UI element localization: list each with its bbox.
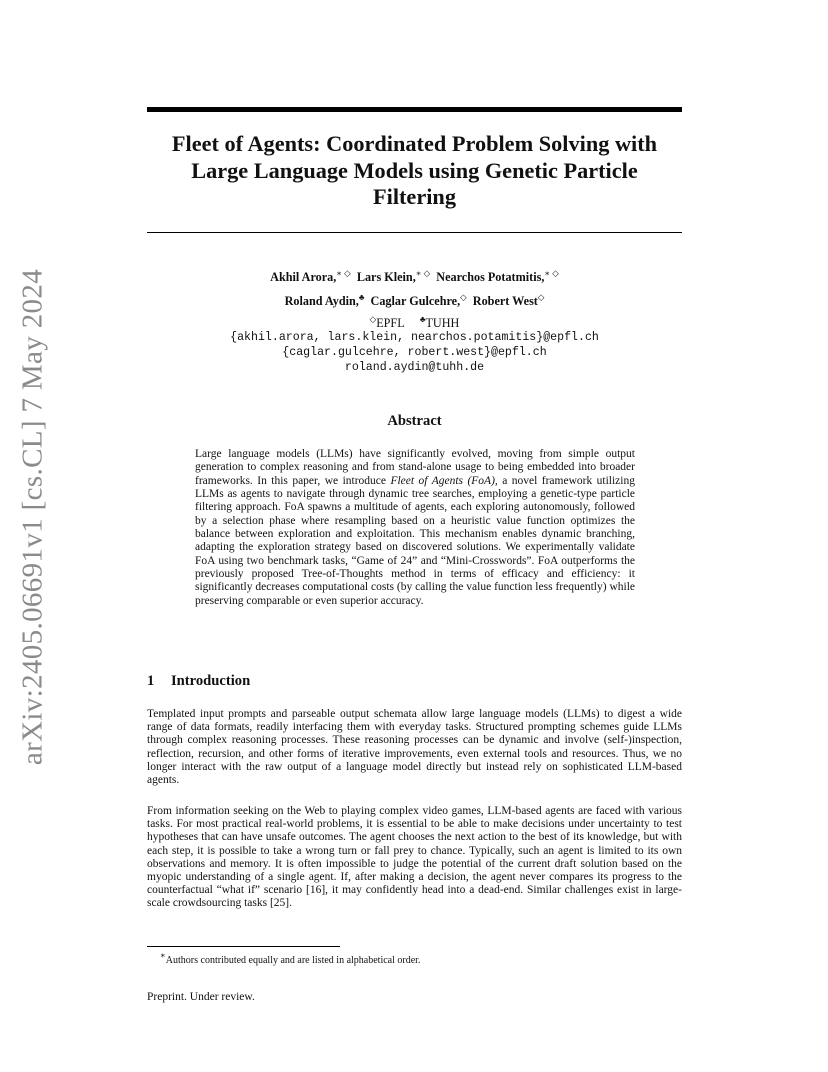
- abstract-heading: Abstract: [387, 413, 442, 429]
- author-marks: ∗ ◇: [415, 268, 431, 278]
- author-line-2: [147, 292, 682, 309]
- body-paragraph: Templated input prompts and parseable output schemata allow large language models (LLMs) to digest a wide range of data formats, readily interfacing them with everyday tasks. Structured prompting schemes guide LLMs through complex reasoning processes. These reasoning processes can be dynamic and involve (self-)inspection, reflection, recursion, and other forms of iterative improvements, even external tools and resources. Thus, we no longer interact with the raw output of a language model directly but instead rely on sophisticated LLM-based agents.: [147, 708, 682, 787]
- section-heading: [147, 673, 250, 690]
- abstract-text: Large language models (LLMs) have significantly evolved, moving from simple output generation to complex reasoning and from stand-alone usage to being embedded into broader frameworks. In this paper, we introduce: [195, 448, 635, 487]
- email-line: {caglar.gulcehre, robert.west}@epfl.ch: [282, 346, 547, 359]
- title-top-rule: [147, 107, 682, 112]
- footnote-rule: [147, 946, 340, 947]
- abstract-text: , a novel framework utilizing LLMs as agents to navigate through dynamic tree searches, employing a genetic-type particle filtering approach. FoA spawns a multitude of agents, each exploring autonomously, followed by a selection phase where resampling based on a heuristic value function optimizes the balance between exploration and exploitation. This mechanism enables dynamic branching, adapting the exploration strategy based on discovered solutions. We experimentally validate FoA using two benchmark tasks, “Game of 24” and “Mini-Crosswords”. FoA outperforms the previously proposed Tree-of-Thoughts method in terms of efficacy and efficiency: it significantly decreases computational costs (by calling the value function less frequently) while preserving comparable or even superior accuracy.: [195, 474, 635, 607]
- affiliation-epfl: EPFL: [376, 316, 405, 330]
- title-line: Fleet of Agents: Coordinated Problem Solving with: [171, 131, 658, 156]
- arxiv-identifier: arXiv:2405.06691v1 [cs.CL] 7 May 2024: [16, 268, 49, 766]
- author-marks: ◇: [537, 292, 545, 302]
- author-marks: ∗ ◇: [544, 268, 559, 278]
- paper-title: [147, 131, 682, 211]
- author-name: Caglar Gulcehre,: [370, 294, 461, 308]
- footnote-text: Authors contributed equally and are listed in alphabetical order.: [165, 955, 421, 966]
- body-paragraph: From information seeking on the Web to playing complex video games, LLM-based agents are faced with various tasks. For most practical real-world problems, it is essential to be able to make decisions under uncertainty to test hypotheses that can have unsafe outcomes. The agent chooses the next action to the best of its knowledge, but with each step, it is possible to take a wrong turn or fall prey to chance. Typically, such an agent is limited to its own observations and memory. It is often impossible to judge the potential of the current draft solution based on the myopic understanding of a single agent. If, after making a decision, the agent never compares its progress to the counterfactual “what if” scenario [16], it may confidently head into a dead-end. Similar challenges exist in large-scale crowdsourcing tasks [25].: [147, 805, 682, 910]
- section-title: Introduction: [171, 673, 251, 689]
- email-line: {akhil.arora, lars.klein, nearchos.potamitis}@epfl.ch: [230, 331, 599, 344]
- author-marks: ◇: [460, 292, 467, 302]
- affiliations: [147, 314, 682, 331]
- author-name: Akhil Arora,: [270, 270, 337, 284]
- footnote: [160, 950, 420, 966]
- section-number: 1: [147, 673, 155, 689]
- author-name: Nearchos Potatmitis,: [436, 270, 545, 284]
- author-marks: ∗ ◇: [336, 268, 351, 278]
- footnote-mark: ∗: [160, 950, 166, 960]
- title-line: Large Language Models using Genetic Particle: [191, 157, 638, 183]
- abstract-body: [195, 448, 635, 608]
- author-line-1: [147, 268, 682, 285]
- abstract-emphasis: Fleet of Agents (FoA): [390, 474, 495, 487]
- author-name: Lars Klein,: [356, 270, 416, 284]
- email-line: roland.aydin@tuhh.de: [344, 361, 485, 374]
- author-name: Roland Aydin,: [284, 294, 359, 308]
- email-block: [147, 330, 682, 375]
- title-bottom-rule: [147, 232, 682, 233]
- author-marks: ♣: [358, 292, 365, 302]
- author-name: Robert West: [472, 294, 538, 308]
- title-line: Filtering: [373, 184, 456, 209]
- affiliation-mark: ♣: [419, 314, 426, 324]
- affiliation-tuhh: TUHH: [425, 316, 460, 330]
- preprint-note: Preprint. Under review.: [147, 991, 255, 1003]
- affiliation-mark: ◇: [369, 314, 377, 324]
